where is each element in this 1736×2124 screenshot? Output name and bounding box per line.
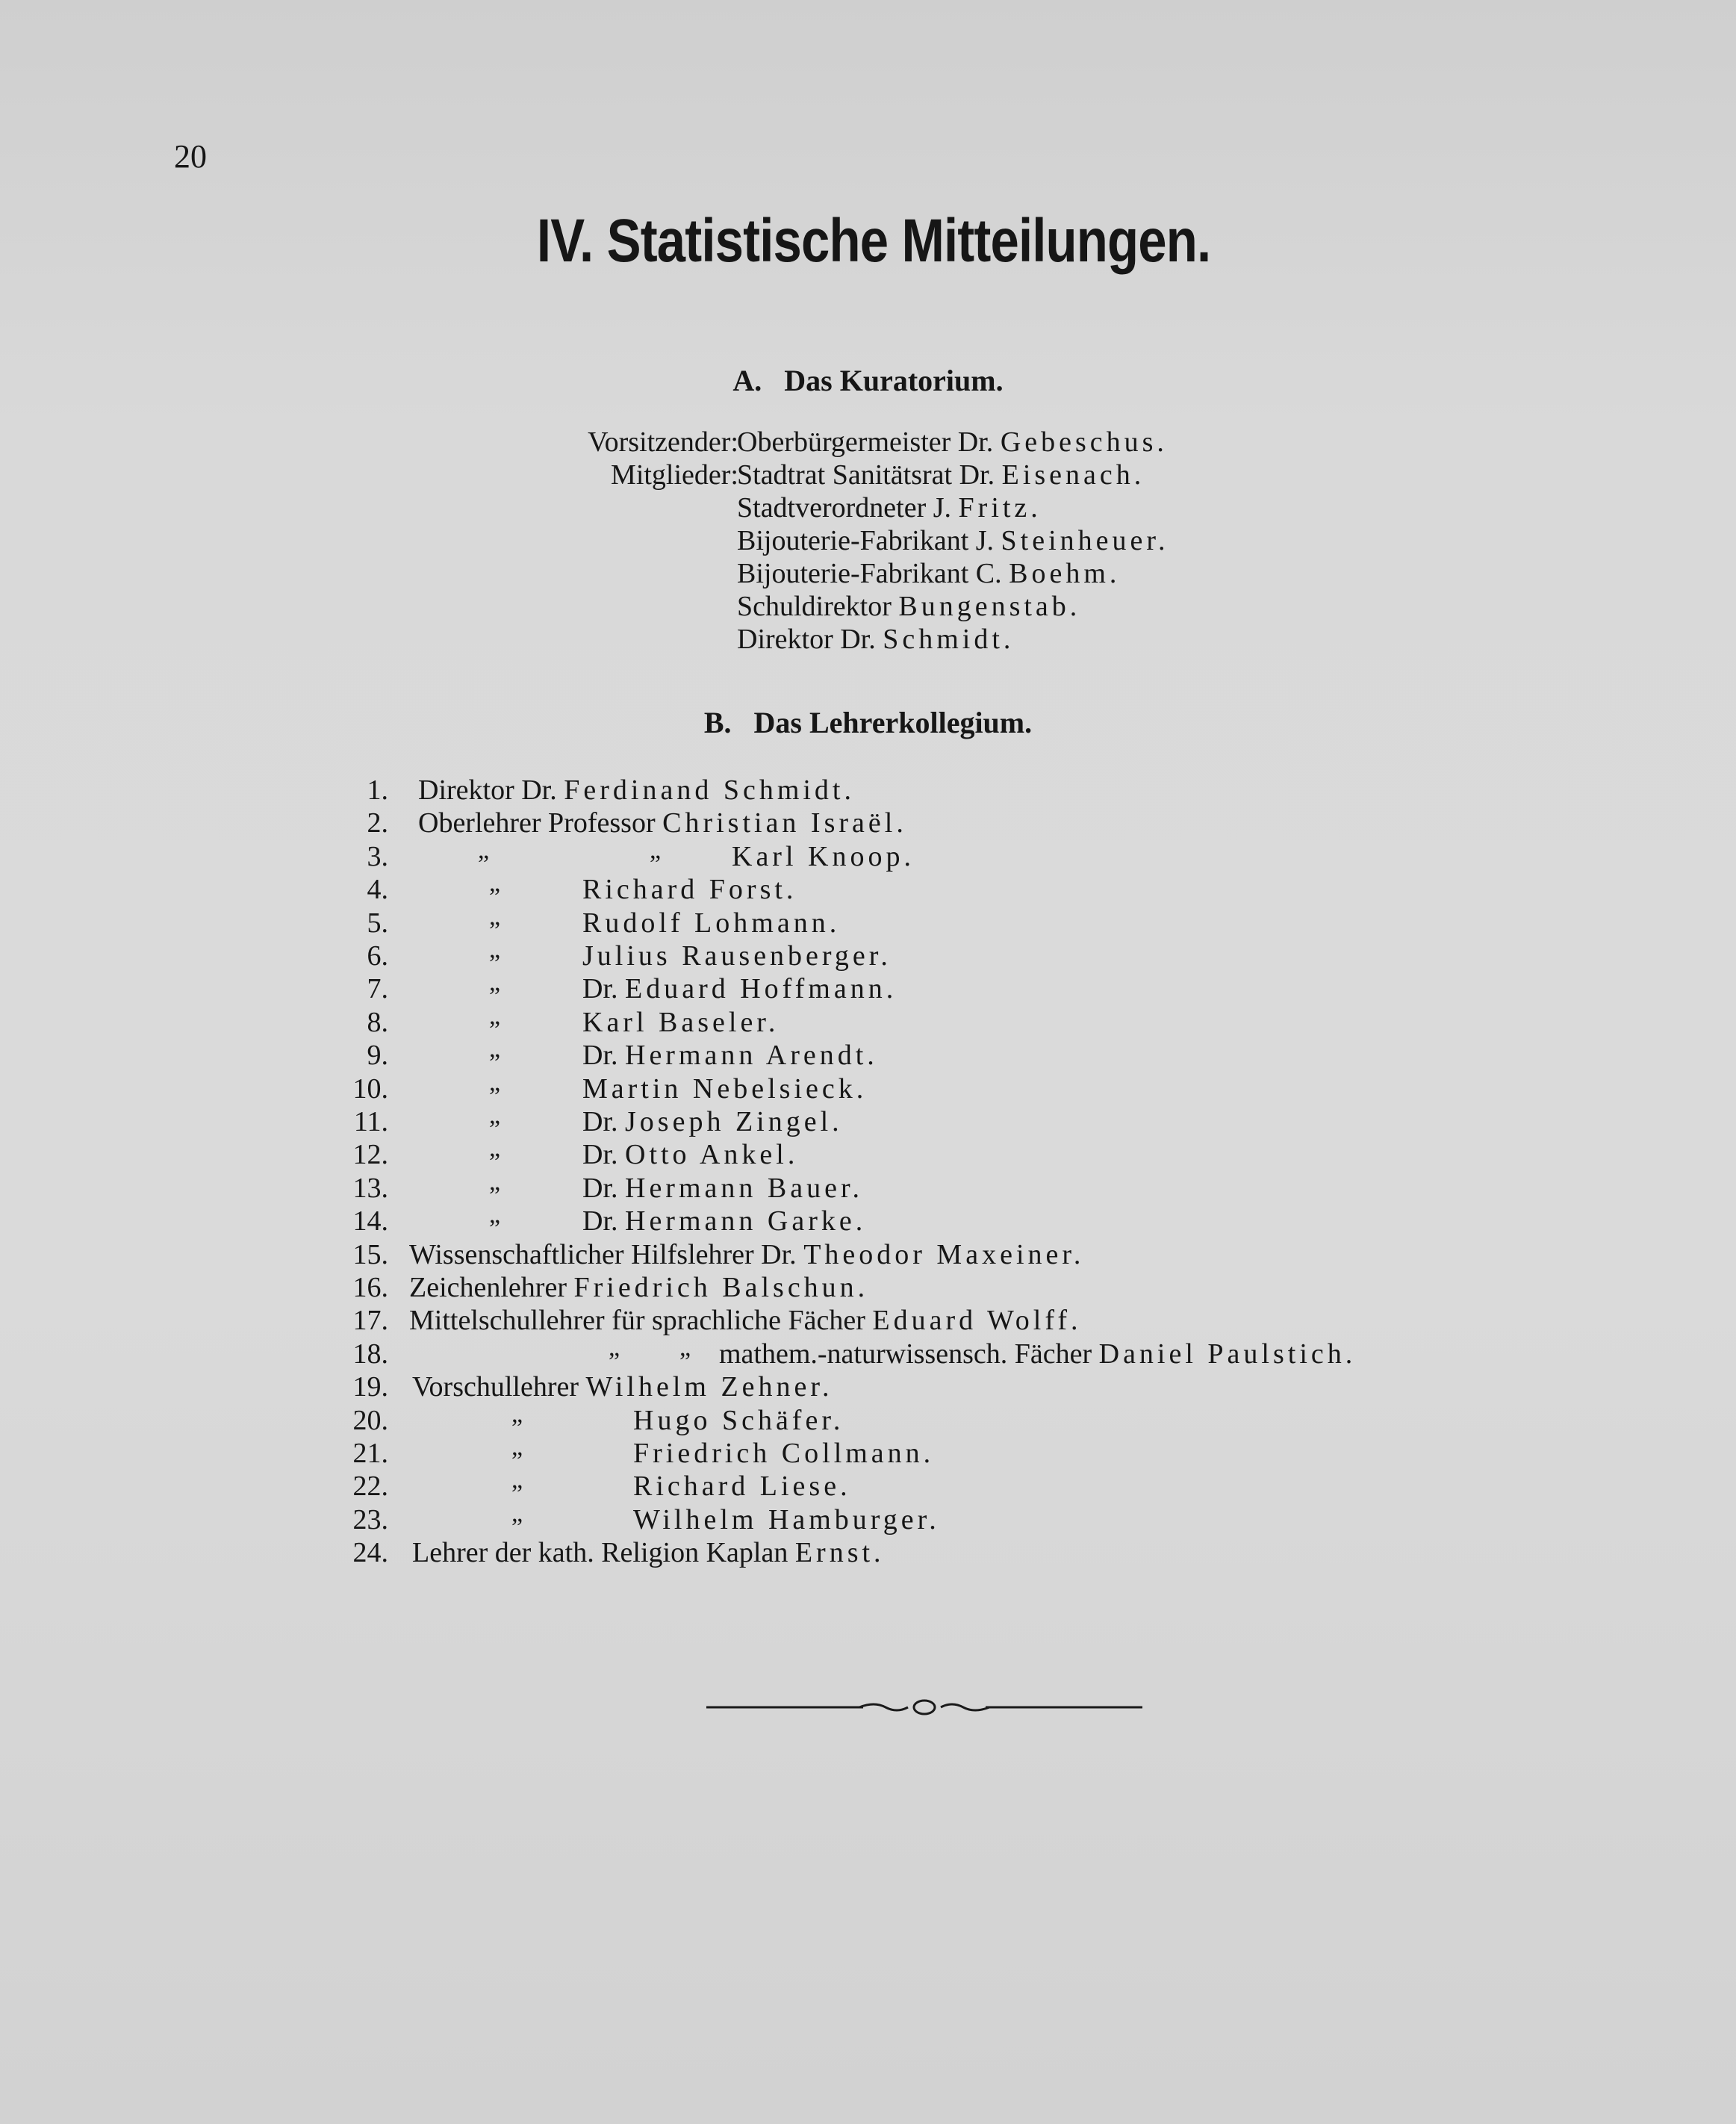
ditto-mark: „ bbox=[489, 969, 501, 997]
teacher-row bbox=[0, 1370, 1736, 1403]
kuratorium-title-text: Oberbürgermeister Dr. bbox=[737, 426, 994, 458]
teacher-title: Dr. bbox=[582, 1139, 625, 1171]
teacher-name: Hugo Schäfer. bbox=[633, 1404, 844, 1436]
teacher-row bbox=[0, 1271, 1736, 1304]
teacher-entry bbox=[412, 1370, 833, 1403]
kuratorium-title-text: Bijouterie-Fabrikant J. bbox=[737, 525, 995, 556]
teacher-title: Vorschullehrer bbox=[412, 1371, 586, 1403]
teacher-name: Karl Baseler. bbox=[582, 1006, 780, 1038]
ditto-mark: „ bbox=[679, 1333, 691, 1361]
ditto-mark: „ bbox=[489, 1167, 501, 1196]
teacher-title: Dr. bbox=[582, 1040, 625, 1072]
teacher-entry bbox=[633, 1437, 934, 1470]
ditto-mark: „ bbox=[489, 1035, 501, 1063]
teacher-name: Hermann Arendt. bbox=[625, 1040, 878, 1072]
teacher-title: Oberlehrer Professor bbox=[418, 807, 663, 839]
teacher-entry bbox=[633, 1404, 844, 1437]
ditto-mark: „ bbox=[489, 1002, 501, 1030]
teacher-entry bbox=[418, 774, 855, 807]
teacher-number: 4. bbox=[367, 874, 388, 906]
teacher-name: Karl Knoop. bbox=[732, 840, 915, 872]
teacher-row bbox=[0, 1002, 1736, 1039]
teacher-entry bbox=[418, 807, 907, 839]
teacher-number: 1. bbox=[367, 774, 388, 806]
teacher-name: Friedrich Collmann. bbox=[633, 1438, 935, 1469]
kuratorium-title-text: Bijouterie-Fabrikant C. bbox=[737, 558, 1002, 589]
teacher-number: 2. bbox=[367, 807, 388, 839]
teacher-number: 18. bbox=[352, 1338, 388, 1370]
kuratorium-name: Schmidt. bbox=[883, 624, 1015, 655]
teacher-number: 19. bbox=[352, 1371, 388, 1403]
teacher-entry bbox=[582, 1138, 798, 1171]
teacher-name: Joseph Zingel. bbox=[625, 1106, 843, 1137]
ditto-mark: „ bbox=[489, 1068, 501, 1096]
teacher-entry bbox=[412, 1536, 885, 1569]
teacher-row bbox=[0, 1201, 1736, 1238]
teacher-entry bbox=[409, 1271, 868, 1304]
teacher-entry bbox=[582, 873, 797, 906]
ditto-mark: „ bbox=[511, 1433, 523, 1461]
teacher-entry bbox=[582, 1205, 866, 1238]
teacher-number: 9. bbox=[367, 1040, 388, 1072]
teacher-name: Ernst. bbox=[794, 1537, 885, 1569]
teacher-entry bbox=[732, 840, 915, 873]
teacher-row bbox=[0, 869, 1736, 906]
teacher-entry bbox=[409, 1304, 1081, 1337]
teacher-number: 15. bbox=[352, 1238, 388, 1270]
teacher-number: 6. bbox=[367, 940, 388, 972]
teacher-row bbox=[0, 1400, 1736, 1437]
kuratorium-role: Mitglieder: bbox=[611, 459, 738, 491]
teacher-name: Wilhelm Hamburger. bbox=[633, 1503, 940, 1535]
teacher-title: Wissenschaftlicher Hilfslehrer Dr. bbox=[409, 1238, 804, 1270]
teacher-row bbox=[0, 807, 1736, 839]
teacher-row bbox=[0, 1068, 1736, 1105]
kuratorium-name: Boehm. bbox=[1009, 558, 1121, 589]
teacher-entry bbox=[582, 972, 897, 1005]
ditto-mark: „ bbox=[489, 869, 501, 898]
teacher-row bbox=[0, 969, 1736, 1005]
teacher-entry bbox=[633, 1503, 940, 1536]
ditto-mark: „ bbox=[489, 1134, 501, 1163]
teacher-row bbox=[0, 836, 1736, 873]
teacher-number: 20. bbox=[352, 1404, 388, 1436]
teacher-row bbox=[0, 1466, 1736, 1503]
teacher-entry bbox=[582, 1172, 863, 1205]
page-number: 20 bbox=[174, 138, 207, 175]
teacher-name: Hermann Bauer. bbox=[625, 1172, 864, 1204]
teacher-number: 23. bbox=[352, 1503, 388, 1535]
teacher-title: Dr. bbox=[582, 1205, 625, 1238]
teacher-name: Ferdinand Schmidt. bbox=[564, 774, 855, 806]
kuratorium-name: Fritz. bbox=[958, 492, 1042, 524]
teacher-name: Eduard Hoffmann. bbox=[625, 973, 897, 1005]
teacher-title: Dr. bbox=[582, 1172, 625, 1204]
teacher-number: 14. bbox=[352, 1205, 388, 1238]
teacher-name: Hermann Garke. bbox=[625, 1205, 867, 1238]
kuratorium-name: Bungenstab. bbox=[898, 591, 1081, 622]
teacher-number: 3. bbox=[367, 840, 388, 872]
teacher-number: 17. bbox=[352, 1305, 388, 1337]
teacher-row bbox=[0, 1102, 1736, 1138]
kuratorium-name: Eisenach. bbox=[1001, 459, 1145, 491]
teacher-title: mathem.-naturwissensch. Fächer bbox=[719, 1338, 1099, 1370]
teacher-entry bbox=[582, 940, 892, 972]
kuratorium-name: Steinheuer. bbox=[1001, 525, 1169, 556]
teacher-entry bbox=[582, 1105, 843, 1138]
teacher-number: 12. bbox=[352, 1139, 388, 1171]
ditto-mark: „ bbox=[609, 1333, 620, 1361]
teacher-row bbox=[0, 936, 1736, 972]
teacher-number: 7. bbox=[367, 973, 388, 1005]
ditto-mark: „ bbox=[650, 836, 662, 864]
teacher-row bbox=[0, 902, 1736, 940]
teacher-name: Friedrich Balschun. bbox=[573, 1272, 869, 1303]
teacher-entry bbox=[582, 1072, 867, 1105]
teacher-entry bbox=[633, 1470, 851, 1503]
teacher-name: Otto Ankel. bbox=[625, 1139, 799, 1171]
kuratorium-title: Das Kuratorium. bbox=[784, 364, 1004, 397]
teacher-name: Richard Liese. bbox=[633, 1471, 851, 1503]
lehrerkollegium-letter: B. bbox=[703, 706, 732, 739]
teacher-name: Martin Nebelsieck. bbox=[582, 1072, 868, 1105]
teacher-number: 16. bbox=[352, 1272, 388, 1303]
ditto-mark: „ bbox=[489, 1102, 501, 1129]
teacher-row bbox=[0, 1035, 1736, 1072]
teacher-name: Julius Rausenberger. bbox=[582, 940, 892, 972]
teacher-title: Dr. bbox=[582, 1106, 625, 1137]
teacher-title: Direktor Dr. bbox=[418, 774, 564, 806]
teacher-title: Lehrer der kath. Religion Kaplan bbox=[412, 1537, 795, 1569]
teacher-row bbox=[0, 1333, 1736, 1370]
teacher-row bbox=[0, 1499, 1736, 1536]
teacher-row bbox=[0, 774, 1736, 807]
teacher-row bbox=[0, 1536, 1736, 1569]
kuratorium-title-text: Schuldirektor bbox=[737, 591, 892, 622]
teacher-row bbox=[0, 1238, 1736, 1271]
lehrerkollegium-heading bbox=[0, 708, 1736, 738]
teacher-name: Christian Israël. bbox=[662, 807, 907, 839]
teacher-row bbox=[0, 1134, 1736, 1171]
teacher-number: 22. bbox=[352, 1471, 388, 1503]
teacher-name: Richard Forst. bbox=[582, 874, 797, 906]
teacher-entry bbox=[582, 1006, 779, 1039]
kuratorium-title-text: Stadtverordneter J. bbox=[737, 492, 952, 524]
teacher-row bbox=[0, 1433, 1736, 1470]
ditto-mark: „ bbox=[489, 1201, 501, 1229]
teacher-number: 21. bbox=[352, 1438, 388, 1469]
teacher-number: 24. bbox=[352, 1537, 388, 1569]
teacher-name: Rudolf Lohmann. bbox=[582, 907, 841, 939]
teacher-number: 8. bbox=[367, 1006, 388, 1038]
teacher-name: Eduard Wolff. bbox=[872, 1305, 1082, 1337]
kuratorium-title-text: Stadtrat Sanitätsrat Dr. bbox=[737, 459, 995, 491]
teacher-title: Mittelschullehrer für sprachliche Fächer bbox=[409, 1305, 873, 1337]
ditto-mark: „ bbox=[478, 836, 490, 864]
teacher-number: 5. bbox=[367, 907, 388, 939]
teacher-title: Dr. bbox=[582, 973, 625, 1005]
lehrerkollegium-title: Das Lehrerkollegium. bbox=[753, 706, 1033, 739]
kuratorium-heading bbox=[0, 366, 1736, 396]
ditto-mark: „ bbox=[489, 936, 501, 963]
teacher-entry bbox=[409, 1238, 1084, 1271]
teacher-title: Zeichenlehrer bbox=[409, 1272, 574, 1303]
kuratorium-name: Gebeschus. bbox=[1000, 426, 1168, 458]
teacher-name: Wilhelm Zehner. bbox=[585, 1371, 833, 1403]
ditto-mark: „ bbox=[511, 1466, 523, 1494]
page-title: IV. Statistische Mitteilungen. bbox=[536, 207, 1211, 275]
teacher-row bbox=[0, 1304, 1736, 1337]
teacher-number: 11. bbox=[353, 1106, 388, 1137]
teacher-entry bbox=[582, 1039, 878, 1072]
kuratorium-letter: A. bbox=[732, 364, 762, 397]
teacher-number: 13. bbox=[352, 1172, 388, 1204]
teacher-entry bbox=[582, 907, 840, 940]
teacher-name: Daniel Paulstich. bbox=[1098, 1338, 1357, 1370]
ditto-mark: „ bbox=[511, 1499, 523, 1527]
teacher-name: Theodor Maxeiner. bbox=[803, 1238, 1085, 1270]
ditto-mark: „ bbox=[511, 1400, 523, 1428]
teacher-entry bbox=[719, 1338, 1356, 1370]
teacher-number: 10. bbox=[352, 1072, 388, 1105]
kuratorium-title-text: Direktor Dr. bbox=[737, 624, 876, 655]
ditto-mark: „ bbox=[489, 902, 501, 931]
kuratorium-role: Vorsitzender: bbox=[588, 426, 738, 458]
teacher-row bbox=[0, 1167, 1736, 1205]
ornament-divider-icon bbox=[706, 1695, 1142, 1718]
